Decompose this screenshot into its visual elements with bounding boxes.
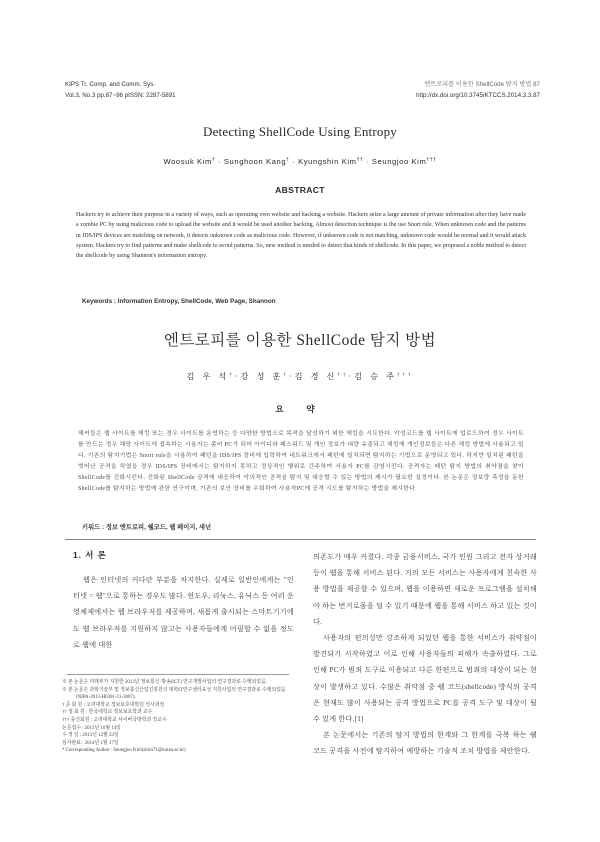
section-heading: 1. 서 론 (73, 550, 107, 560)
footnote: 심사완료 : 2014년 1월 17일 (62, 740, 119, 746)
author-name: Woosuk Kim (163, 157, 212, 166)
footnote: ††† 종신회원 : 고려대학교 사이버국방학과 정교수 (62, 717, 167, 723)
abstract-text: Hackers try to achieve their purpose in a variety of ways, such as operating own website and hacking a website. Hackers seize a large amount of private information after they have made a zombie PC by using malicious code to upload the website and it would be used another hacking. Almost detection technique is the use Snort rule. When unknown code and the patterns in IDS/IPS devices are matching on network, it detects unknown code as malicious code. However, if unknown code is not matching, unknown code would be normal and it would attack system. Hackers try to find patterns and make shellcode to avoid patterns. So, new method is needed to detect that kinds of shellcode. In this paper, we proposed a noble method to detect the shellcode by using Shannon's information entropy. (76, 212, 526, 260)
journal-volume: Vol.3, No.3 pp.87~96 pISSN: 2287-5891 (65, 92, 176, 99)
footnotes (62, 679, 294, 755)
author-mark: ††† (426, 157, 437, 163)
journal-name: KIPS Tr. Comp. and Comm. Sys. (65, 81, 156, 88)
author-mark: † (229, 373, 235, 378)
footnote: ※ 본 논문은 과학기술부 및 정보통신산업진흥원의 대학IT연구센터육성 지원사업의 연구결과로 수행되었음(NIPA-2013-H0301-13-3007). (62, 687, 286, 701)
keywords-ko (82, 522, 211, 531)
footnote: †† 정 회 원 : 한국대학교 정보보호학과 교수 (62, 710, 153, 716)
author-list-ko: 김 우 석†·강 성 훈†·김 경 신††·김 승 주††† (186, 372, 414, 381)
author-mark: †† (337, 373, 349, 378)
footnote: * Corresponding Author : Seungjoo Kim(skim71@korea.ac.kr) (62, 748, 186, 754)
intro-paragraph: 웹은 인터넷의 커다란 부분을 차지한다. 실제로 일반인에게는 "인터넷 = 웹"으로 통하는 경우도 많다. 윈도우, 리눅스, 유닉스 등 여러 운영체제에서는 웹 브라우저를 제공하며, 새롭게 출시되는 스마트기기에도 웹 브라우저를 지원하지 않고는 사용자들에게 어필할 수 없을 정도로 웹에 대한 (73, 576, 294, 649)
footnote: 수 정 일 : 2013년 12월 23일 (62, 733, 119, 739)
summary-text: 해커들은 웹 사이트를 해킹 또는 경우 사이트를 운영하는 등 다양한 방법으로 목적을 달성하기 위한 해킹을 시도한다. 악성코드를 웹 사이트에 업로드하여 경우 사이트를 만드는 경우 해당 사이트에 접속하는 사용자는 좀비 PC가 되어 아이디와 패스워드 및 개인 정보가 대량 유출되고 해킹에 개인정보들은 다른 해킹 방법에 사용되고 있다. 기존의 탐지기법은 Snort rule을 사용하여 패턴을 IDS/IPS 장비에 입력하여 네트워크에서 패턴에 일치되면 탐지하는 기법으로 운영되고 있다. 하지만 일치된 패턴을 벗어난 공격을 하였을 경우 IDS/IPS 장비에서는 탐지하지 못하고 정상적인 행위로 간주하여 사용자 PC를 감염시킨다. 공격자는 패턴 탐지 방법의 취약점을 찾아 ShellCode를 진화시킨다. 진화된 ShellCode 공격에 대응하여 악의적인 공격을 탐지 및 대응할 수 있는 방법의 제시가 필요한 실정이다. 본 논문은 정보량 측정을 동한 ShellCode를 탐지하는 방법에 관한 연구이며, 기존의 보안 장비를 우회하여 사용자PC에 공격 시도를 탐지하는 방법을 제시한다. (78, 431, 524, 492)
keywords-en-label: Keywords : (82, 298, 118, 305)
footnote: † 준 회 원 : 고려대학교 정보보호대학원 석사과정 (62, 702, 165, 708)
intro-left-column (73, 572, 294, 653)
author-mark: † (211, 157, 216, 163)
doi-link[interactable]: http://dx.doi.org/10.3745/KTCCS.2014.3.3.87 (416, 92, 540, 99)
paper-title-en: Detecting ShellCode Using Entropy (203, 124, 397, 139)
author-name: 강 성 훈 (240, 372, 284, 381)
keywords-ko-values: 정보 엔트로피, 쉘코드, 웹 페이지, 섀넌 (105, 524, 212, 531)
running-title: 엔트로피를 이용한 ShellCode 탐지 방법 87 (424, 81, 540, 88)
author-mark: †† (356, 157, 364, 163)
intro-paragraph: 사용자의 편의성만 강조하게 되었던 웹을 통한 서비스가 취약점이 발견되기 시작하였고 이로 인해 사용자들의 피해가 속출하였다. 그로 인해 PC가 범죄 도구로 이용되고 다른 한편으로 범죄의 대상이 되는 현상이 발생하고 있다. 수많은 취약점 중 쉘 코드(shellcode) 방식의 공격은 현재도 많이 사용되는 공격 방법으로 PC를 공격 도구 및 대상이 될 수 있게 한다.[1] (313, 634, 537, 724)
footnote: 논문접수 : 2013년 10월 14일 (62, 725, 121, 731)
intro-paragraph: 의존도가 매우 커졌다. 각종 금융서비스, 국가 민원 그리고 전자 상거래 등이 웹을 통해 서비스 된다. 거의 모든 서비스는 사용자에게 친숙한 사용 방법을 제공할 수 있으며, 웹을 이용하면 새로운 프로그램을 설치해야 하는 번거로움을 덜 수 있기 때문에 웹을 통해 서비스 하고 있는 것이다. (313, 553, 537, 626)
abstract-heading: ABSTRACT (275, 185, 325, 195)
paper-title-ko: 엔트로피를 이용한 ShellCode 탐지 방법 (163, 332, 437, 349)
journal-header (65, 79, 176, 101)
author-mark: ††† (397, 373, 414, 378)
author-name: Seungjoo Kim (371, 157, 427, 166)
author-mark: † (283, 373, 289, 378)
running-header (416, 79, 540, 101)
footnote: ※ 본 논문은 미래부가 지원한 2013년 정보통신·방송(ICT) 연구개발사업의 연구결과로 수행되었음. (62, 680, 268, 685)
footnote-divider (67, 674, 289, 675)
author-name: Kyungshin Kim (298, 157, 357, 166)
keywords-en (82, 298, 276, 305)
keywords-ko-label: 키워드 : (82, 524, 106, 531)
author-name: Sunghoon Kang (223, 157, 287, 166)
intro-paragraph: 본 논문에서는 기존의 탐지 방법의 한계와 그 한계를 극복 하는 쉘 코드 공격을 사전에 탐지하여 예방하는 기술적 조치 방법을 제안한다. (313, 731, 537, 756)
section-divider (65, 539, 536, 540)
author-name: 김 경 신 (294, 372, 338, 381)
keywords-en-values: Information Entropy, ShellCode, Web Page, Shannon (117, 298, 276, 305)
author-name: 김 우 석 (186, 372, 230, 381)
summary-heading: 요 약 (275, 404, 325, 414)
author-mark: † (286, 157, 290, 163)
intro-right-column (313, 549, 537, 760)
author-list-en: Woosuk Kim† · Sunghoon Kang† · Kyungshin Kim†† · Seungjoo Kim††† (163, 157, 437, 166)
author-name: 김 승 주 (354, 372, 397, 381)
